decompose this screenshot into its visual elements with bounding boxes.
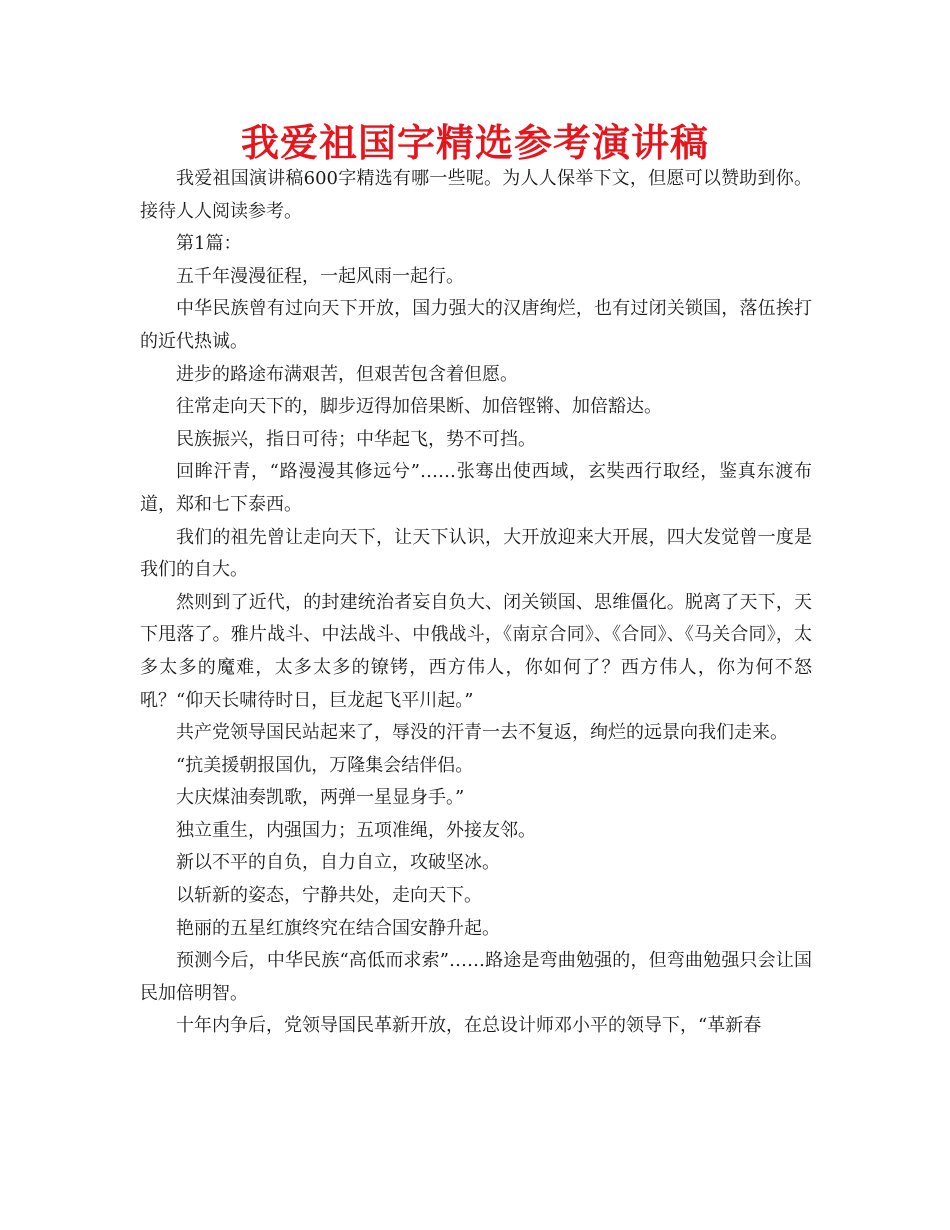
body-paragraph: 共产党领导国民站起来了，辱没的汗青一去不复返，绚烂的远景向我们走来。 — [176, 722, 788, 744]
body-paragraph: 十年内争后，党领导国民革新开放，在总设计师邓小平的领导下，“革新春 — [176, 1015, 762, 1037]
document-title: 我爱祖国字精选参考演讲稿 — [240, 121, 709, 165]
body-paragraph: 大庆煤油奏凯歌，两弹一星显身手。” — [176, 787, 465, 809]
body-paragraph: 中华民族曾有过向天下开放，国力强大的汉唐绚烂，也有过闭关锁国，落伍挨打的近代热诚。 — [140, 298, 812, 352]
body-paragraph: “抗美援朝报国仇，万隆集会结伴侣。 — [176, 754, 474, 776]
body-paragraph: 艳丽的五星红旗终究在结合国安静升起。 — [176, 917, 500, 939]
body-paragraph: 回眸汗青，“路漫漫其修远兮”……张骞出使西域，玄奘西行取经，鉴真东渡布道，郑和七下泰西。 — [140, 461, 812, 515]
body-paragraph: 独立重生，内强国力；五项准绳，外接友邻。 — [176, 819, 536, 841]
document-body — [140, 163, 812, 1043]
body-paragraph: 我们的祖先曾让走向天下，让天下认识，大开放迎来大开展，四大发觉曾一度是我们的自大。 — [140, 526, 812, 581]
body-paragraph: 然则到了近代，的封建统治者妄自负大、闭关锁国、思维僵化。脱离了天下，天下甩落了。雅片战斗、中法战斗、中俄战斗，《南京合同》、《合同》、《马关合同》，太多太多的魔难，太多太多的镣铐，西方伟人，你如何了？西方伟人，你为何不怒吼？“仰天长啸待时日，巨龙起飞平川起。” — [140, 591, 812, 711]
body-paragraph: 我爱祖国演讲稿600字精选有哪一些呢。为人人保举下文，但愿可以赞助到你。接待人人阅读参考。 — [140, 168, 812, 222]
body-paragraph: 往常走向天下的，脚步迈得加倍果断、加倍铿锵、加倍豁达。 — [176, 396, 662, 418]
body-paragraph: 新以不平的自负，自力自立，攻破坚冰。 — [176, 852, 500, 874]
body-paragraph: 进步的路途布满艰苦，但艰苦包含着但愿。 — [176, 363, 518, 385]
body-paragraph: 五千年漫漫征程，一起风雨一起行。 — [176, 265, 464, 287]
body-paragraph: 以斩新的姿态，宁静共处，走向天下。 — [176, 885, 482, 907]
body-paragraph: 预测今后，中华民族“高低而求索”……路途是弯曲勉强的，但弯曲勉强只会让国民加倍明智。 — [140, 950, 812, 1004]
body-paragraph: 民族振兴，指日可待；中华起飞，势不可挡。 — [176, 428, 536, 450]
body-paragraph: 第1篇： — [176, 233, 242, 255]
